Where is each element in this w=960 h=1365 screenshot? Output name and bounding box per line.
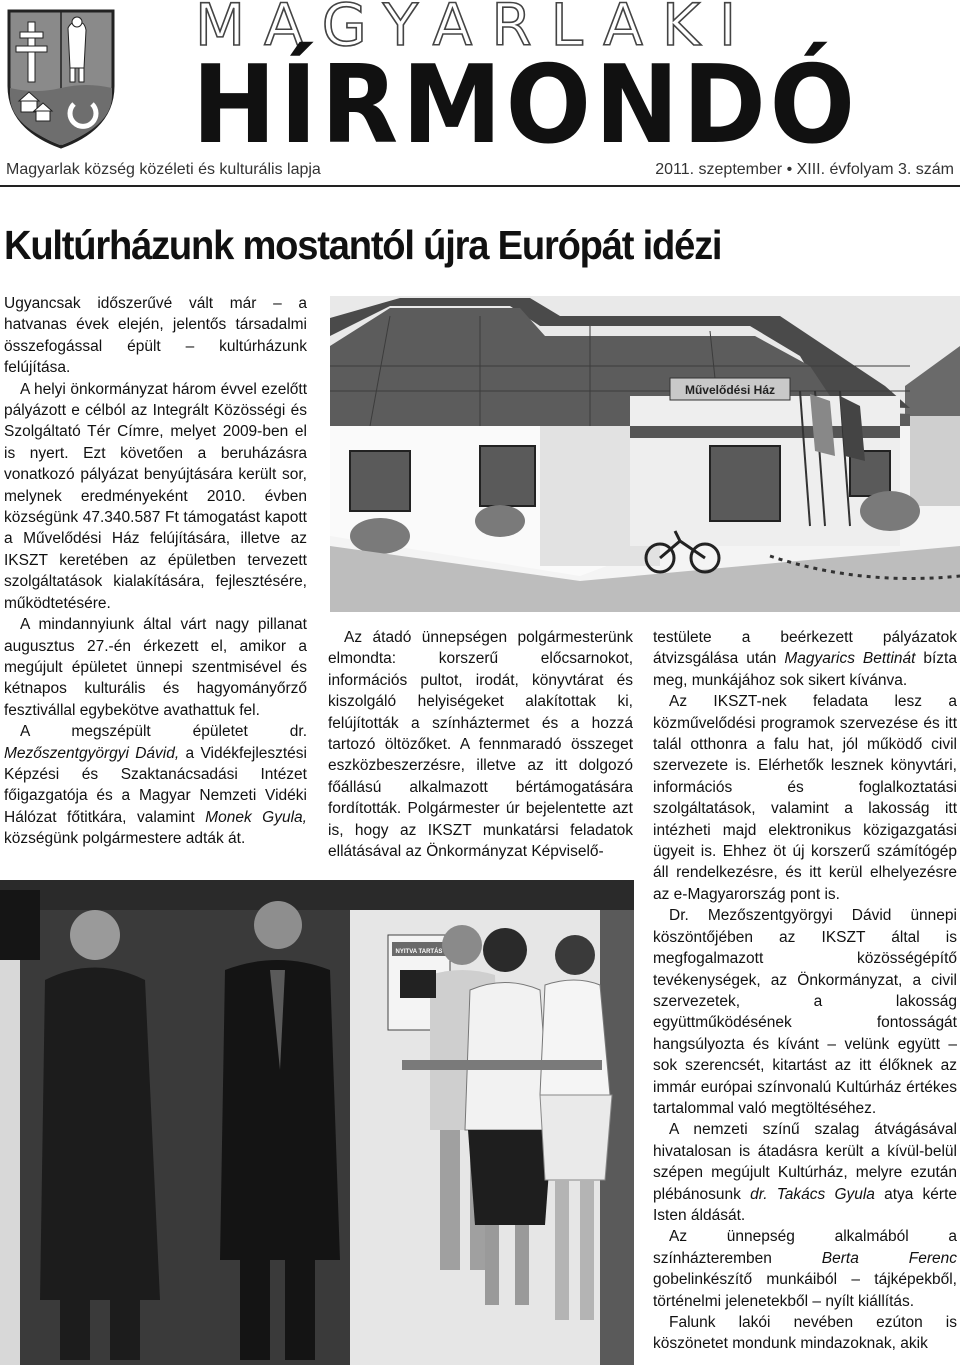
paragraph-text: a Vidékfejlesztési Képzési és Szaktanácsadási Intézet főigazgatója és a Magyar Nemzeti Vidéki Hálózat főtitkára, valamint [4, 744, 307, 826]
paragraph: A mindannyiunk által várt nagy pillanat augusztus 27.-én érkezett el, amikor a megújult épületet ünnepi szentmisével és kétnapos kulturális és hagyományőrző fesztivállal egybekötve avathattuk fel. [4, 616, 307, 719]
paragraph-text: Az ünnepség alkalmából a színházteremben [653, 1228, 957, 1267]
paragraph [653, 1226, 957, 1312]
paragraph-text: gobelinkészítő munkáiból – tájképekből, történelmi jelenetekből – nyílt kiállítás. [653, 1271, 957, 1310]
paragraph-text: A megszépült épületet dr. [20, 723, 307, 741]
article-column-1 [4, 293, 307, 850]
person-name: Berta Ferenc [821, 1249, 957, 1267]
person-name: dr. Takács Gyula [750, 1185, 875, 1203]
paragraph: Az átadó ünnepségen polgármesterünk elmondta: korszerű előcsarnokot, információs pultot, irodát, könyvtárat és kiszolgáló helyiségeket alakítottak ki, felújították a színháztermet és a hozzá tartozó öltözőket. A fennmaradó összeget eszközbeszerzésre, illetve az itt dolgozó főállású alkalmazott bértámogatására fordították. Polgármester úr bejelentette azt is, hogy az IKSZT munkatársi feladatok ellátásával az Önkormányzat Képviselő- [328, 629, 633, 861]
article-column-2 [328, 627, 633, 862]
article-headline: Kultúrházunk mostantól újra Európát idézi [4, 222, 722, 268]
paragraph-text: bízta meg, munkájához sok sikert kívánva. [653, 650, 957, 689]
paragraph-text: atya kérte Isten áldását. [653, 1185, 958, 1224]
paragraph: Falunk lakói nevében ezúton is köszönetet mondunk mindazoknak, akik [653, 1314, 957, 1353]
person-name: Monek Gyula, [205, 808, 307, 826]
poster-title: NYITVA TARTÁS [395, 949, 443, 955]
paragraph-text: községünk polgármestere adták át. [4, 830, 246, 848]
person-name: Mezőszentgyörgyi Dávid, [4, 744, 180, 762]
ribbon-cutting-photo [0, 880, 634, 1365]
masthead-tagline: Magyarlak község közéleti és kulturális lapja [6, 161, 321, 178]
paragraph-text: testülete a beérkezett pályázatok átvizsgálása után [653, 629, 957, 668]
paragraph [653, 1119, 957, 1226]
paragraph [4, 721, 307, 849]
masthead-title-top: MAGYARLAKI [195, 0, 756, 59]
masthead-issue: 2011. szeptember • XIII. évfolyam 3. szám [655, 161, 954, 178]
paragraph: Az IKSZT-nek feladata lesz a közművelődési programok szervezése és itt talál otthonra a falu hat, jól működő civil szervezete is. Elérhetők lesznek könyvtári, információs és foglalkoztatási szolgáltatások, valamint a lakosság itt intézheti majd elektronikus közigazgatási ügyeit is. Ehhez öt új korszerű számítógép áll rendelkezésre, és itt kerül elhelyezésre az e-Magyarország pont is. [653, 693, 957, 903]
paragraph: A helyi önkormányzat három évvel ezelőtt pályázott e célból az Integrált Közösségi és Szolgáltató Tér Címre, melyet 2009-ben el is nyert. Ezt követően a beruházásra vonatkozó pályázat benyújtására került sor, melynek eredményeként 2010. évben községünk 47.340.587 Ft támogatást kapott a Művelődési Ház felújítására, illetve az IKSZT keretében az épületben tervezett szolgáltatások kialakítására, fejlesztésére, működtetésére. [4, 380, 307, 612]
paragraph: Ugyancsak időszerűvé vált már – a hatvanas évek elején, jelentős társadalmi összefogással épült – kultúrházunk felújítása. [4, 295, 307, 377]
village-coat-of-arms [6, 8, 116, 150]
masthead-subline [6, 161, 954, 179]
cultural-house-photo [330, 296, 960, 612]
masthead-title-main: HÍRMONDÓ [192, 43, 859, 168]
paragraph-text: A nemzeti színű szalag átvágásával hivatalosan is átadásra került a kívül-belül szépen megújult Kultúrház, melyre ezután plébánosunk [653, 1121, 957, 1203]
paragraph [653, 627, 957, 691]
building-sign: Művelődési Ház [684, 383, 776, 397]
masthead-rule [0, 185, 960, 187]
paragraph: Dr. Mezőszentgyörgyi Dávid ünnepi köszöntőjében az IKSZT által is megfogalmazott közösségépítő tevékenységek, az Önkormányzat, a civil szervezetek, a lakosság együttműködésének fontosságát hangsúlyozta és kívánt – velünk együtt – sok szerencsét, kitartást az itt élőknek az immár európai színvonalú Kultúrház értékes tartalommal való megtöltéséhez. [653, 907, 957, 1117]
article-column-3 [653, 627, 957, 1355]
person-name: Magyarics Bettinát [784, 650, 916, 668]
